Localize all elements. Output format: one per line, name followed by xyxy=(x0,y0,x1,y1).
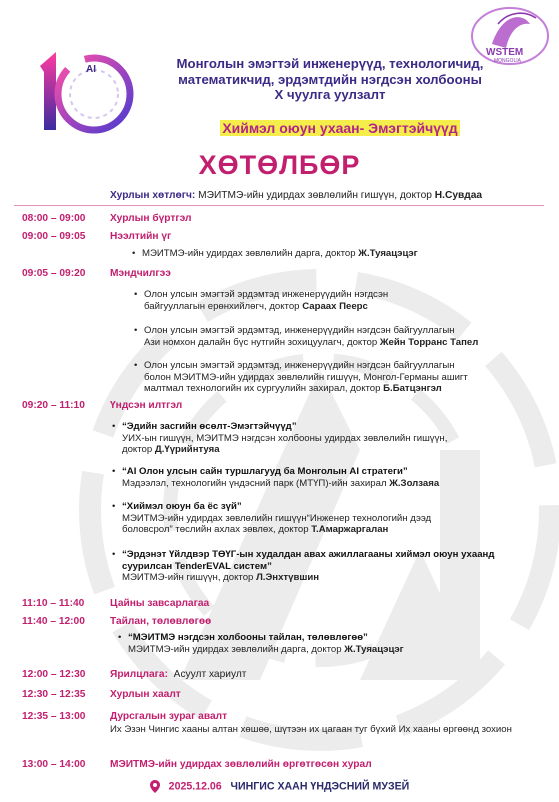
agenda-time: 12:30 – 12:35 xyxy=(22,689,86,700)
agenda-title: Цайны завсарлагаа xyxy=(110,598,210,609)
greeting-line: малтмал технологийн их сургуулийн захирал, доктор xyxy=(144,383,381,395)
wstem-brand: WSTEM xyxy=(486,47,524,58)
list-item xyxy=(134,289,544,312)
bullet-dot: • xyxy=(112,501,116,512)
talk-title: “МЭИТМЭ нэгдсэн холбооны тайлан, төлөвлөгөө” xyxy=(128,632,368,643)
event-date: 2025.12.06 xyxy=(168,780,222,793)
talk-line: УИХ-ын гишүүн, МЭИТМЭ нэгдсэн холбооны удирдах зөвлөлийн гишүүн, xyxy=(122,432,448,444)
speaker-name: Т.Амаржаргалан xyxy=(311,524,389,536)
location-pin-icon xyxy=(150,780,160,793)
talk-line: МЭИТМЭ-ийн удирдах зөвлөлийн гишүүн“Инженер технологийн дээд xyxy=(122,512,432,524)
subtitle xyxy=(140,120,540,136)
title-line: математикчид, эрдэмтдийн нэгдсэн холбооны xyxy=(178,71,482,87)
speaker-text: МЭИТМЭ-ийн удирдах зөвлөлийн дарга, доктор xyxy=(142,248,356,259)
anniversary-logo xyxy=(22,44,142,144)
greeting-line: Олон улсын эмэгтэй эрдэмтэд, инженерүүдийн нэгдсэн байгууллагын xyxy=(144,325,455,336)
speaker-name: Жейн Торранс Тапел xyxy=(379,336,479,348)
agenda-time: 13:00 – 14:00 xyxy=(22,759,86,770)
greeting-line: болон МЭИТМЭ-ийн удирдах зөвлөлийн гишүүн, Монгол-Германы ашигт xyxy=(144,371,468,383)
logo-ai-text: AI xyxy=(86,64,96,75)
talk-line: МЭИТМЭ-ийн гишүүн, доктор xyxy=(122,572,254,584)
bullet-dot: • xyxy=(132,248,136,259)
bullet-dot: • xyxy=(112,549,116,560)
talk-line: боловсрол” төслийн ахлах зөвлөх, доктор xyxy=(122,524,309,536)
agenda-time: 11:10 – 11:40 xyxy=(22,598,85,609)
bullet-dot: • xyxy=(134,325,138,336)
talk-title: “Хиймэл оюун ба ёс зүй” xyxy=(122,501,242,512)
agenda-title: Нээлтийн үг xyxy=(110,231,172,242)
speaker-name: Ж.Золзаяа xyxy=(389,477,440,489)
title-line: X чуулга уулзалт xyxy=(274,87,386,102)
bullet-dot: • xyxy=(134,360,138,371)
list-item xyxy=(112,466,542,489)
agenda-detail: Их Эзэн Чингис хааны алтан хөшөө, шүтээн их цагаан туг бүхий Их хааны өргөөнд зохион xyxy=(110,724,512,735)
moderator-label: Хурлын хөтлөгч: xyxy=(110,190,196,201)
agenda-time: 12:00 – 12:30 xyxy=(22,669,86,680)
greeting-line: байгууллагын ерөнхийлөгч, доктор xyxy=(144,300,300,312)
bullet-dot: • xyxy=(112,421,116,432)
speaker-name: Б.Батцэнгэл xyxy=(383,383,442,395)
divider xyxy=(14,205,544,206)
speaker-name: Сараах Пеерс xyxy=(302,300,368,312)
list-item xyxy=(112,421,542,456)
greeting-line: Олон улсын эмэгтэй эрдэмтэд, инженерүүдийн нэгдсэн байгууллагын xyxy=(144,360,455,371)
agenda-title: Тайлан, төлөвлөгөө xyxy=(110,616,212,627)
subtitle-text: Хиймэл оюун ухаан- Эмэгтэйчүүд xyxy=(222,120,458,136)
speaker-name: Д.Үүрийнтуяа xyxy=(154,444,220,456)
list-item xyxy=(112,501,542,536)
agenda-title: МЭИТМЭ-ийн удирдах зөвлөлийн өргөтгөсөн хурал xyxy=(110,759,372,770)
event-venue: ЧИНГИС ХААН ҮНДЭСНИЙ МУЗЕЙ xyxy=(230,780,410,793)
title-line: Монголын эмэгтэй инженерүүд, технологичид, xyxy=(176,56,484,71)
moderator-name: Н.Сувдаа xyxy=(434,190,483,201)
agenda-title: Ярилцлага: xyxy=(110,669,168,680)
greeting-line: Олон улсын эмэгтэй эрдэмтэд инженерүүдийн нэгдсэн xyxy=(144,289,389,300)
agenda-title: Хурлын хаалт xyxy=(110,689,181,700)
agenda-time: 11:40 – 12:00 xyxy=(22,616,85,627)
list-item xyxy=(118,632,548,655)
speaker-name: Л.Энхтүвшин xyxy=(256,572,320,584)
talk-line: Мэдээлэл, технологийн үндэсний парк (МТҮП)-ийн захирал xyxy=(122,477,387,489)
agenda-title: Дурсгалын зураг авалт xyxy=(110,711,228,722)
talk-line: доктор xyxy=(122,444,153,456)
bullet-dot: • xyxy=(118,632,122,643)
talk-title: “Эрдэнэт Үйлдвэр ТӨҮГ-ын худалдан авах ажиллагааны хиймэл оюун ухаанд суурилсан TenderEVAL систем” xyxy=(122,549,495,572)
agenda-title: Хурлын бүртгэл xyxy=(110,213,192,224)
bullet-dot: • xyxy=(134,289,138,300)
agenda-time: 08:00 – 09:00 xyxy=(22,213,86,224)
moderator xyxy=(110,190,550,201)
wstem-brand-sub: MONGOLIA xyxy=(494,58,521,64)
agenda-title-wrap xyxy=(110,669,246,680)
page-title xyxy=(140,56,520,103)
agenda-title: Үндсэн илтгэл xyxy=(110,400,183,411)
agenda-time: 09:20 – 11:10 xyxy=(22,400,85,411)
greeting-line: Ази номхон далайн бүс нутгийн зохицуулагч, доктор xyxy=(144,336,378,348)
talk-title: “AI Олон улсын сайн туршлагууд ба Монголын AI стратеги” xyxy=(122,466,408,477)
speaker-name: Ж.Туяацэцэг xyxy=(344,643,404,655)
agenda-title: Мэндчилгээ xyxy=(110,268,171,279)
bullet-dot: • xyxy=(112,466,116,477)
list-item xyxy=(134,325,544,348)
footer xyxy=(0,780,559,793)
talk-line: МЭИТМЭ-ийн удирдах зөвлөлийн дарга, доктор xyxy=(128,643,342,655)
logo-number xyxy=(46,44,47,45)
list-item xyxy=(134,360,544,395)
talk-title: “Эдийн засгийн өсөлт-Эмэгтэйчүүд” xyxy=(122,421,297,432)
program-title: ХӨТӨЛБӨР xyxy=(198,150,361,180)
moderator-text: МЭИТМЭ-ийн удирдах зөвлөлийн гишүүн, доктор xyxy=(198,190,432,201)
agenda-after: Асуулт хариулт xyxy=(173,669,247,680)
agenda-time: 12:35 – 13:00 xyxy=(22,711,86,722)
list-item xyxy=(112,549,542,584)
agenda-time: 09:05 – 09:20 xyxy=(22,268,86,279)
speaker-name: Ж.Туяацэцэг xyxy=(358,248,418,259)
agenda-time: 09:00 – 09:05 xyxy=(22,231,86,242)
list-item xyxy=(132,248,542,260)
